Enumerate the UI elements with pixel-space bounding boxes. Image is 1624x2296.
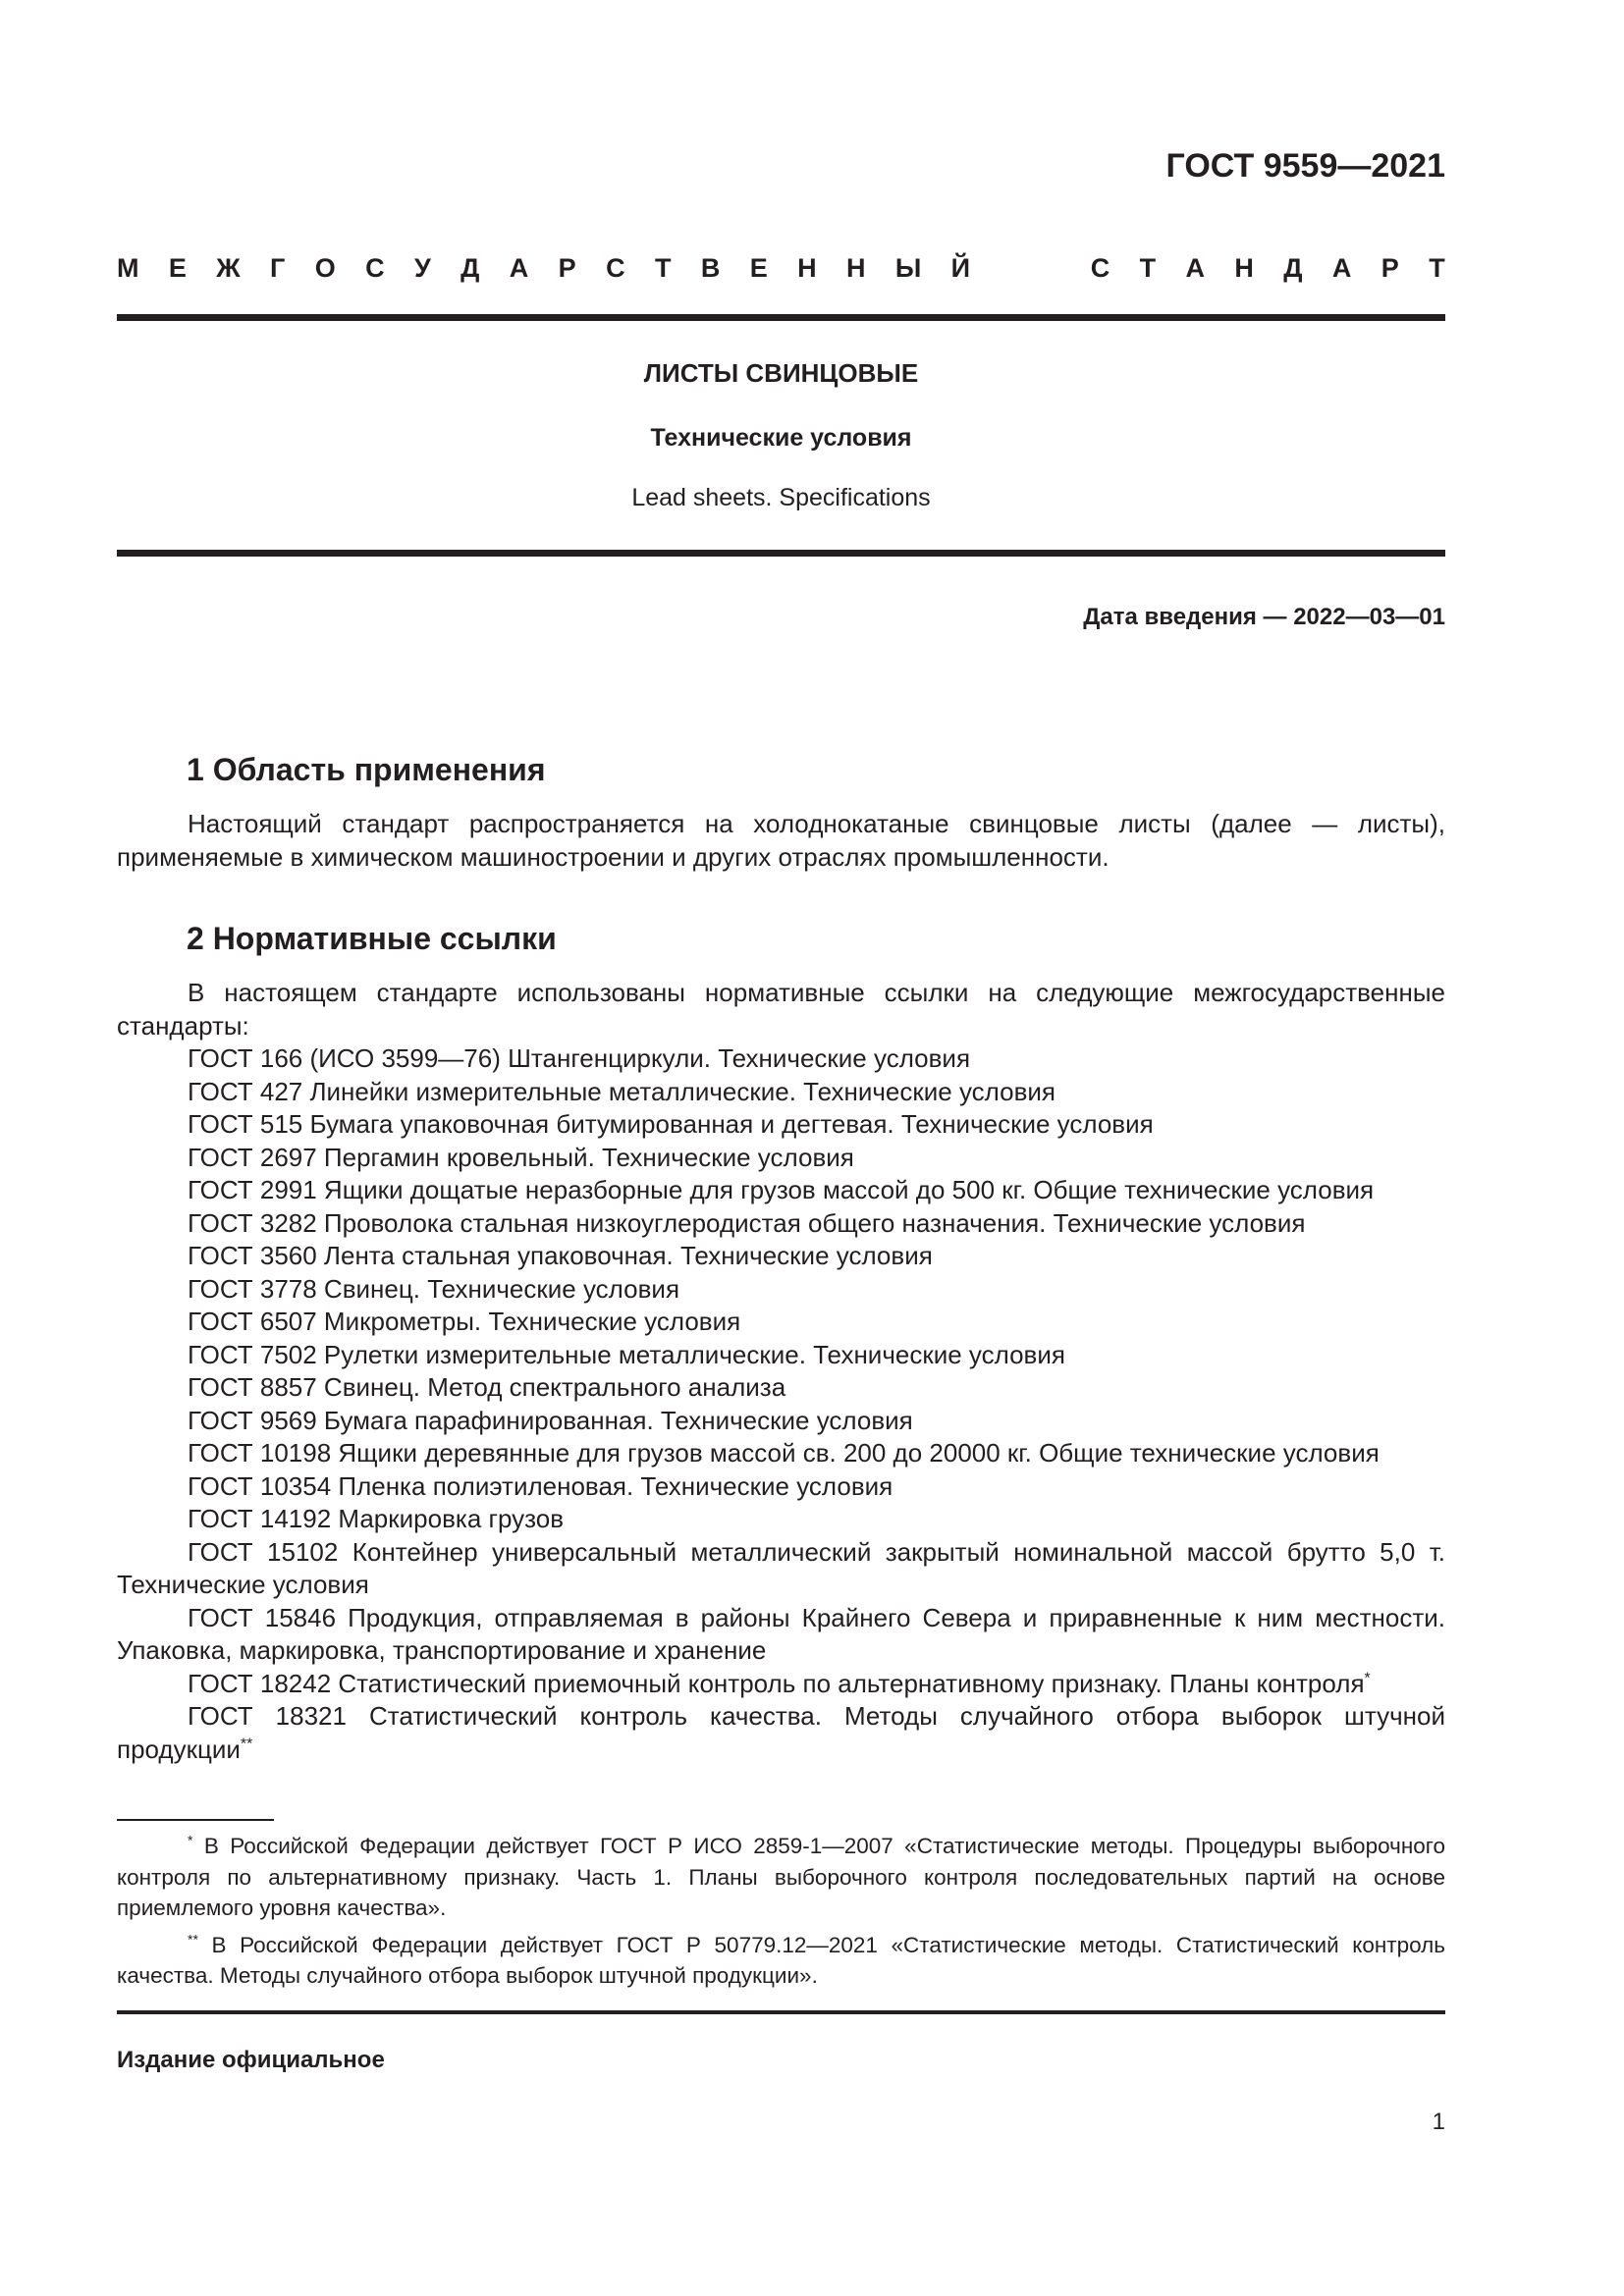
reference-item xyxy=(117,1174,1445,1207)
reference-item xyxy=(117,1042,1445,1076)
reference-item xyxy=(117,1142,1445,1175)
reference-item xyxy=(117,1207,1445,1241)
reference-item xyxy=(117,1437,1445,1470)
section-1-text: Настоящий стандарт распространяется на холоднокатаные свинцовые листы (далее — листы), применяемые в химическом машиностроении и других отраслях промышленности. xyxy=(117,809,1445,872)
reference-text: ГОСТ 18321 Статистический контроль качества. Методы случайного отбора выборок штучной продукции xyxy=(117,1701,1445,1764)
reference-item xyxy=(117,1405,1445,1438)
document-title: ЛИСТЫ СВИНЦОВЫЕ xyxy=(643,358,919,388)
edition-label: Издание официальное xyxy=(117,2047,385,2073)
heading-letter: Р xyxy=(558,253,576,283)
section-2-heading: 2 Нормативные ссылки xyxy=(187,921,557,956)
reference-text: ГОСТ 15846 Продукция, отправляемая в районы Крайнего Севера и приравненные к ним местности. Упаковка, маркировка, транспортирование и хранение xyxy=(117,1602,1445,1665)
heading-letter: Р xyxy=(1380,253,1399,283)
header-divider xyxy=(117,314,1445,321)
title-divider xyxy=(117,550,1445,557)
reference-item xyxy=(117,1076,1445,1109)
footnote-text: В Российской Федерации действует ГОСТ Р 50779.12—2021 «Статистические методы. Статистический контроль качества. Методы случайного отбора выборок штучной продукции». xyxy=(117,1932,1445,1988)
footer-divider xyxy=(117,2010,1445,2014)
reference-item xyxy=(117,1339,1445,1372)
reference-text: ГОСТ 3282 Проволока стальная низкоуглеродистая общего назначения. Технические условия xyxy=(188,1207,1306,1238)
reference-text: ГОСТ 515 Бумага упаковочная битумированная и дегтевая. Технические условия xyxy=(188,1109,1154,1139)
reference-item xyxy=(117,1602,1445,1668)
heading-letter: Ж xyxy=(216,253,241,283)
reference-text: ГОСТ 8857 Свинец. Метод спектрального анализа xyxy=(188,1372,786,1402)
heading-letter: С xyxy=(1090,253,1110,283)
heading-letter: В xyxy=(700,253,721,283)
introduction-date: Дата введения — 2022—03—01 xyxy=(1083,604,1445,630)
footnote-marker: * xyxy=(188,1832,193,1848)
reference-item xyxy=(117,1306,1445,1339)
heading-letter: Д xyxy=(460,253,480,283)
reference-text: ГОСТ 15102 Контейнер универсальный металлический закрытый номинальной массой брутто 5,0 т. Технические условия xyxy=(117,1536,1445,1599)
reference-item xyxy=(117,1668,1445,1701)
heading-letter: У xyxy=(414,253,431,283)
document-id: ГОСТ 9559—2021 xyxy=(1165,147,1445,185)
footnotes xyxy=(117,1831,1445,1998)
heading-letter: А xyxy=(1185,253,1206,283)
reference-text: ГОСТ 2697 Пергамин кровельный. Технические условия xyxy=(188,1142,854,1172)
footnote-marker: ** xyxy=(188,1931,198,1947)
footnote-marker: ** xyxy=(240,1735,253,1752)
reference-item xyxy=(117,1273,1445,1307)
reference-item xyxy=(117,1700,1445,1766)
footnote-marker: * xyxy=(1364,1669,1371,1686)
heading-letter: А xyxy=(509,253,529,283)
heading-letter: Д xyxy=(1283,253,1303,283)
reference-text: ГОСТ 3778 Свинец. Технические условия xyxy=(188,1273,680,1304)
reference-item xyxy=(117,1470,1445,1504)
reference-text: ГОСТ 6507 Микрометры. Технические условия xyxy=(188,1307,741,1336)
heading-letter: Т xyxy=(1139,253,1157,283)
reference-text: ГОСТ 166 (ИСО 3599—76) Штангенциркули. Технические условия xyxy=(188,1043,971,1073)
heading-letter: А xyxy=(1331,253,1352,283)
section-1-heading: 1 Область применения xyxy=(187,752,546,787)
reference-item xyxy=(117,1536,1445,1602)
footnote xyxy=(117,1831,1445,1924)
page-number: 1 xyxy=(1432,2109,1445,2135)
reference-text: ГОСТ 427 Линейки измерительные металлические. Технические условия xyxy=(188,1076,1056,1106)
english-title: Lead sheets. Specifications xyxy=(631,484,931,511)
heading-letter: Г xyxy=(270,253,286,283)
word-gap xyxy=(1000,251,1060,285)
heading-letter: Е xyxy=(749,253,768,283)
section-2-intro: В настоящем стандарте использованы нормативные ссылки на следующие межгосударственные стандарты: xyxy=(117,978,1445,1041)
heading-letter: С xyxy=(365,253,385,283)
footnote xyxy=(117,1930,1445,1992)
reference-item xyxy=(117,1371,1445,1405)
heading-letter: Н xyxy=(845,253,866,283)
standard-type-heading xyxy=(117,251,1445,285)
heading-letter: Н xyxy=(1234,253,1254,283)
reference-text: ГОСТ 2991 Ящики дощатые неразборные для грузов массой до 500 кг. Общие технические условия xyxy=(188,1175,1375,1204)
heading-letter: М xyxy=(117,253,139,283)
heading-letter: Н xyxy=(797,253,817,283)
reference-text: ГОСТ 10354 Пленка полиэтиленовая. Технические условия xyxy=(188,1470,893,1501)
heading-letter: Т xyxy=(654,253,672,283)
reference-list xyxy=(117,1042,1445,1766)
reference-item xyxy=(117,1503,1445,1536)
document-subtitle: Технические условия xyxy=(650,424,912,452)
reference-item xyxy=(117,1108,1445,1142)
reference-text: ГОСТ 14192 Маркировка грузов xyxy=(188,1504,565,1533)
heading-letter: Е xyxy=(168,253,187,283)
reference-text: ГОСТ 3560 Лента стальная упаковочная. Технические условия xyxy=(188,1241,933,1270)
heading-letter: С xyxy=(606,253,625,283)
reference-text: ГОСТ 18242 Статистический приемочный контроль по альтернативному признаку. Планы контроля xyxy=(188,1668,1365,1698)
heading-letter: Ы xyxy=(894,253,922,283)
reference-text: ГОСТ 10198 Ящики деревянные для грузов массой св. 200 до 20000 кг. Общие технические условия xyxy=(188,1438,1380,1468)
reference-text: ГОСТ 7502 Рулетки измерительные металлические. Технические условия xyxy=(188,1339,1065,1369)
heading-letter: О xyxy=(314,253,336,283)
footnote-text: В Российской Федерации действует ГОСТ Р ИСО 2859-1—2007 «Статистические методы. Процедуры выборочного контроля по альтернативному признаку. Часть 1. Планы выборочного контроля последовательных партий на основе приемлемого уровня качества». xyxy=(117,1834,1445,1920)
heading-letter: Т xyxy=(1429,253,1445,283)
reference-item xyxy=(117,1240,1445,1273)
footnote-separator xyxy=(117,1819,274,1821)
reference-text: ГОСТ 9569 Бумага парафинированная. Технические условия xyxy=(188,1405,913,1435)
heading-letter: Й xyxy=(950,253,971,283)
